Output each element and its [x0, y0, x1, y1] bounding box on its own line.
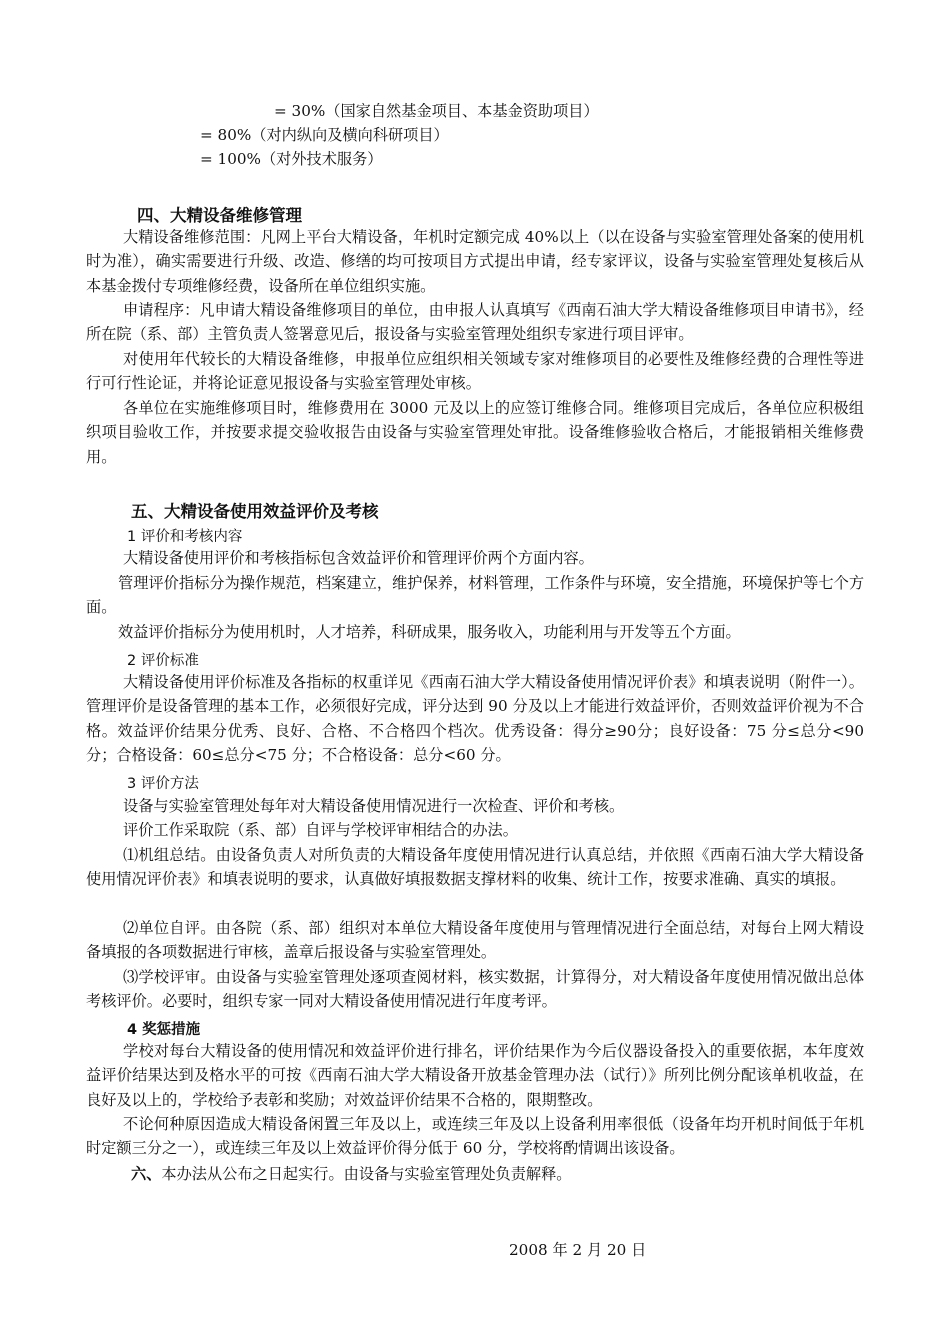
closing-clause-text: 本办法从公布之日起实行。由设备与实验室管理处负责解释。 [161, 1165, 572, 1183]
paragraph: ⑶学校评审。由设备与实验室管理处逐项查阅材料，核实数据，计算得分，对大精设备年度使用情况做出总体考核评价。必要时，组织专家一同对大精设备使用情况进行年度考评。 [86, 968, 864, 1011]
paragraph: 效益评价指标分为使用机时，人才培养，科研成果，服务收入，功能利用与开发等五个方面。 [118, 623, 741, 641]
paragraph: 设备与实验室管理处每年对大精设备使用情况进行一次检查、评价和考核。 [123, 797, 625, 815]
paragraph: 评价工作采取院（系、部）自评与学校评审相结合的办法。 [123, 821, 518, 839]
paragraph: 管理评价指标分为操作规范，档案建立，维护保养，材料管理，工作条件与环境，安全措施，环境保护等七个方面。 [86, 574, 864, 617]
subsection-heading: 4 奖惩措施 [127, 1022, 201, 1038]
section-heading: 四、大精设备维修管理 [137, 206, 302, 225]
paragraph: 学校对每台大精设备的使用情况和效益评价进行排名，评价结果作为今后仪器设备投入的重要依据，本年度效益评价结果达到及格水平的可按《西南石油大学大精设备开放基金管理办法（试行）》所列比例分配该单机收益，在良好及以上的，学校给予表彰和奖励；对效益评价结果不合格的，限期整改。 [86, 1042, 864, 1109]
subsection-heading: 2 评价标准 [127, 653, 199, 669]
section-heading: 五、大精设备使用效益评价及考核 [131, 502, 379, 521]
document-date: 2008 年 2 月 20 日 [509, 1241, 647, 1259]
closing-clause [131, 1162, 571, 1186]
paragraph: 不论何种原因造成大精设备闲置三年及以上，或连续三年及以上设备利用率很低（设备年均开机时间低于年机时定额三分之一），或连续三年及以上效益评价得分低于 60 分，学校将酌情调出该设备。 [86, 1115, 864, 1158]
subsection-heading: 1 评价和考核内容 [127, 529, 243, 545]
paragraph: ⑴机组总结。由设备负责人对所负责的大精设备年度使用情况进行认真总结，并依照《西南石油大学大精设备使用情况评价表》和填表说明的要求，认真做好填报数据支撑材料的收集、统计工作，按要求准确、真实的填报。 [86, 846, 864, 889]
formula-line: = 100%（对外技术服务） [200, 150, 383, 168]
paragraph: 对使用年代较长的大精设备维修，申报单位应组织相关领域专家对维修项目的必要性及维修经费的合理性等进行可行性论证，并将论证意见报设备与实验室管理处审核。 [86, 350, 864, 393]
closing-clause-label: 六、 [131, 1165, 162, 1183]
paragraph: 大精设备使用评价和考核指标包含效益评价和管理评价两个方面内容。 [123, 549, 594, 567]
paragraph: 各单位在实施维修项目时，维修费用在 3000 元及以上的应签订维修合同。维修项目完成后，各单位应积极组织项目验收工作，并按要求提交验收报告由设备与实验室管理处审批。设备维修验收合格后，才能报销相关维修费用。 [86, 399, 864, 466]
paragraph: ⑵单位自评。由各院（系、部）组织对本单位大精设备年度使用与管理情况进行全面总结，对每台上网大精设备填报的各项数据进行审核，盖章后报设备与实验室管理处。 [86, 919, 864, 962]
paragraph: 大精设备使用评价标准及各指标的权重详见《西南石油大学大精设备使用情况评价表》和填表说明（附件一）。管理评价是设备管理的基本工作，必须很好完成，评分达到 90 分及以上才能进行效益评价，否则效益评价视为不合格。效益评价结果分优秀、良好、合格、不合格四个档次。优秀设备：得分≥90分；良好设备：75 分≤总分<90 分；合格设备：60≤总分<75 分；不合格设备：总分<60 分。 [86, 673, 864, 765]
formula-line: = 80%（对内纵向及横向科研项目） [200, 126, 449, 144]
paragraph: 申请程序：凡申请大精设备维修项目的单位，由申报人认真填写《西南石油大学大精设备维修项目申请书》，经所在院（系、部）主管负责人签署意见后，报设备与实验室管理处组织专家进行项目评审。 [86, 301, 864, 344]
formula-line: = 30%（国家自然基金项目、本基金资助项目） [274, 102, 599, 120]
paragraph: 大精设备维修范围：凡网上平台大精设备，年机时定额完成 40%以上（以在设备与实验室管理处备案的使用机时为准），确实需要进行升级、改造、修缮的均可按项目方式提出申请，经专家评议，设备与实验室管理处复核后从本基金拨付专项维修经费，设备所在单位组织实施。 [86, 228, 864, 295]
subsection-heading: 3 评价方法 [127, 776, 199, 792]
